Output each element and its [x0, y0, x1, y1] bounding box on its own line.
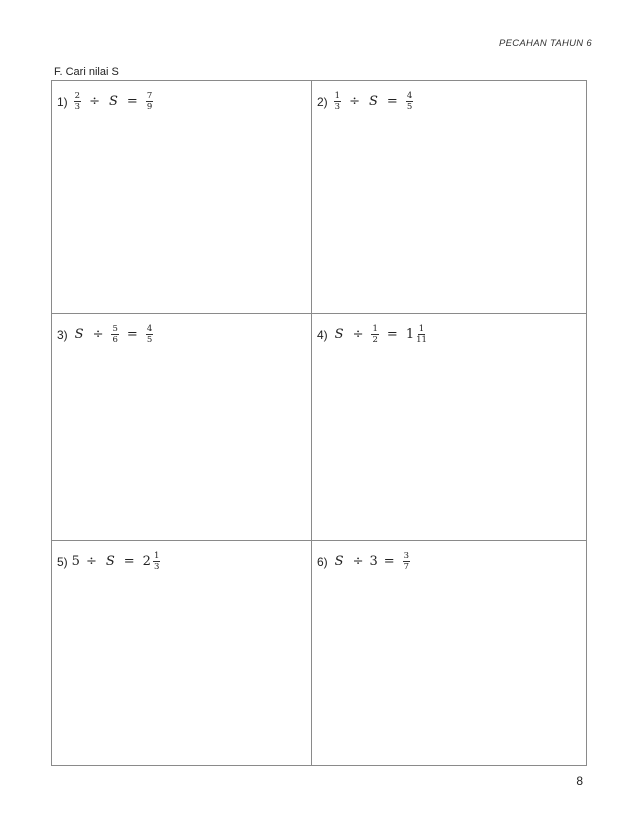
divide-sign: ÷ — [89, 94, 100, 109]
problem-1-result-fraction — [146, 91, 153, 112]
variable-s: S — [105, 554, 115, 569]
fraction-numerator: 3 — [403, 551, 410, 561]
equals-sign: = — [383, 554, 395, 569]
equals-sign: = — [126, 327, 138, 342]
equals-sign: = — [126, 94, 138, 109]
fraction-numerator: 1 — [153, 551, 160, 561]
problem-3-cell — [52, 314, 310, 540]
variable-s: S — [74, 327, 84, 342]
mixed-number-whole: 1 — [405, 327, 415, 342]
problem-6-equation — [317, 551, 412, 572]
equals-sign: = — [386, 94, 398, 109]
variable-s: S — [109, 94, 118, 109]
variable-s: S — [334, 554, 344, 569]
fraction-denominator: 2 — [372, 335, 378, 345]
fraction-denominator: 3 — [74, 102, 81, 112]
problem-3-divisor-fraction — [111, 324, 118, 345]
fraction-numerator: 4 — [146, 324, 153, 334]
problem-1-number: 1) — [57, 94, 68, 109]
fraction-denominator: 3 — [153, 562, 160, 572]
problem-2-cell — [312, 81, 570, 307]
problem-5-number: 5) — [57, 554, 68, 569]
divide-sign: ÷ — [352, 327, 364, 342]
problem-4-divisor-fraction — [371, 324, 378, 345]
problem-1-equation — [57, 91, 155, 112]
fraction-denominator: 5 — [146, 335, 153, 345]
mixed-number-whole: 2 — [142, 554, 151, 569]
page-header: PECAHAN TAHUN 6 — [498, 38, 592, 49]
problem-6-result-fraction — [403, 551, 410, 572]
problem-4-equation — [317, 324, 429, 345]
variable-s: S — [334, 327, 344, 342]
problem-5-equation — [57, 551, 162, 572]
fraction-numerator: 1 — [372, 324, 378, 334]
fraction-numerator: 1 — [334, 91, 341, 101]
fraction-numerator: 5 — [112, 324, 118, 334]
problem-3-equation — [57, 324, 155, 345]
problem-2-number: 2) — [317, 94, 328, 109]
fraction-denominator: 9 — [146, 102, 153, 112]
fraction-numerator: 2 — [74, 91, 81, 101]
divide-sign: ÷ — [85, 554, 97, 569]
fraction-denominator: 3 — [334, 102, 341, 112]
dividend-value: 5 — [71, 554, 80, 569]
equals-sign: = — [123, 554, 135, 569]
divisor-value: 3 — [369, 554, 378, 569]
fraction-numerator: 7 — [146, 91, 153, 101]
problem-2-result-fraction — [406, 91, 413, 112]
equals-sign: = — [386, 327, 398, 342]
divide-sign: ÷ — [349, 94, 360, 109]
problem-5-cell — [52, 541, 310, 767]
problem-2-dividend-fraction — [334, 91, 341, 112]
problem-4-result-fraction — [416, 324, 427, 345]
page-number: 8 — [576, 774, 583, 788]
fraction-denominator: 5 — [406, 102, 413, 112]
fraction-denominator: 6 — [112, 335, 118, 345]
problem-6-cell — [312, 541, 570, 767]
problem-4-number: 4) — [317, 327, 328, 342]
problem-1-dividend-fraction — [74, 91, 81, 112]
divide-sign: ÷ — [92, 327, 104, 342]
fraction-denominator: 11 — [416, 335, 427, 345]
problem-grid — [51, 80, 587, 766]
problem-6-number: 6) — [317, 554, 328, 569]
fraction-numerator: 1 — [418, 324, 425, 334]
problem-1-cell — [52, 81, 310, 307]
fraction-denominator: 7 — [403, 562, 410, 572]
problem-3-number: 3) — [57, 327, 68, 342]
problem-3-result-fraction — [146, 324, 153, 345]
problem-2-equation — [317, 91, 415, 112]
divide-sign: ÷ — [352, 554, 364, 569]
fraction-numerator: 4 — [406, 91, 413, 101]
problem-5-result-fraction — [153, 551, 160, 572]
problem-4-cell — [312, 314, 570, 540]
section-title: F. Cari nilai S — [54, 66, 119, 78]
variable-s: S — [369, 94, 378, 109]
